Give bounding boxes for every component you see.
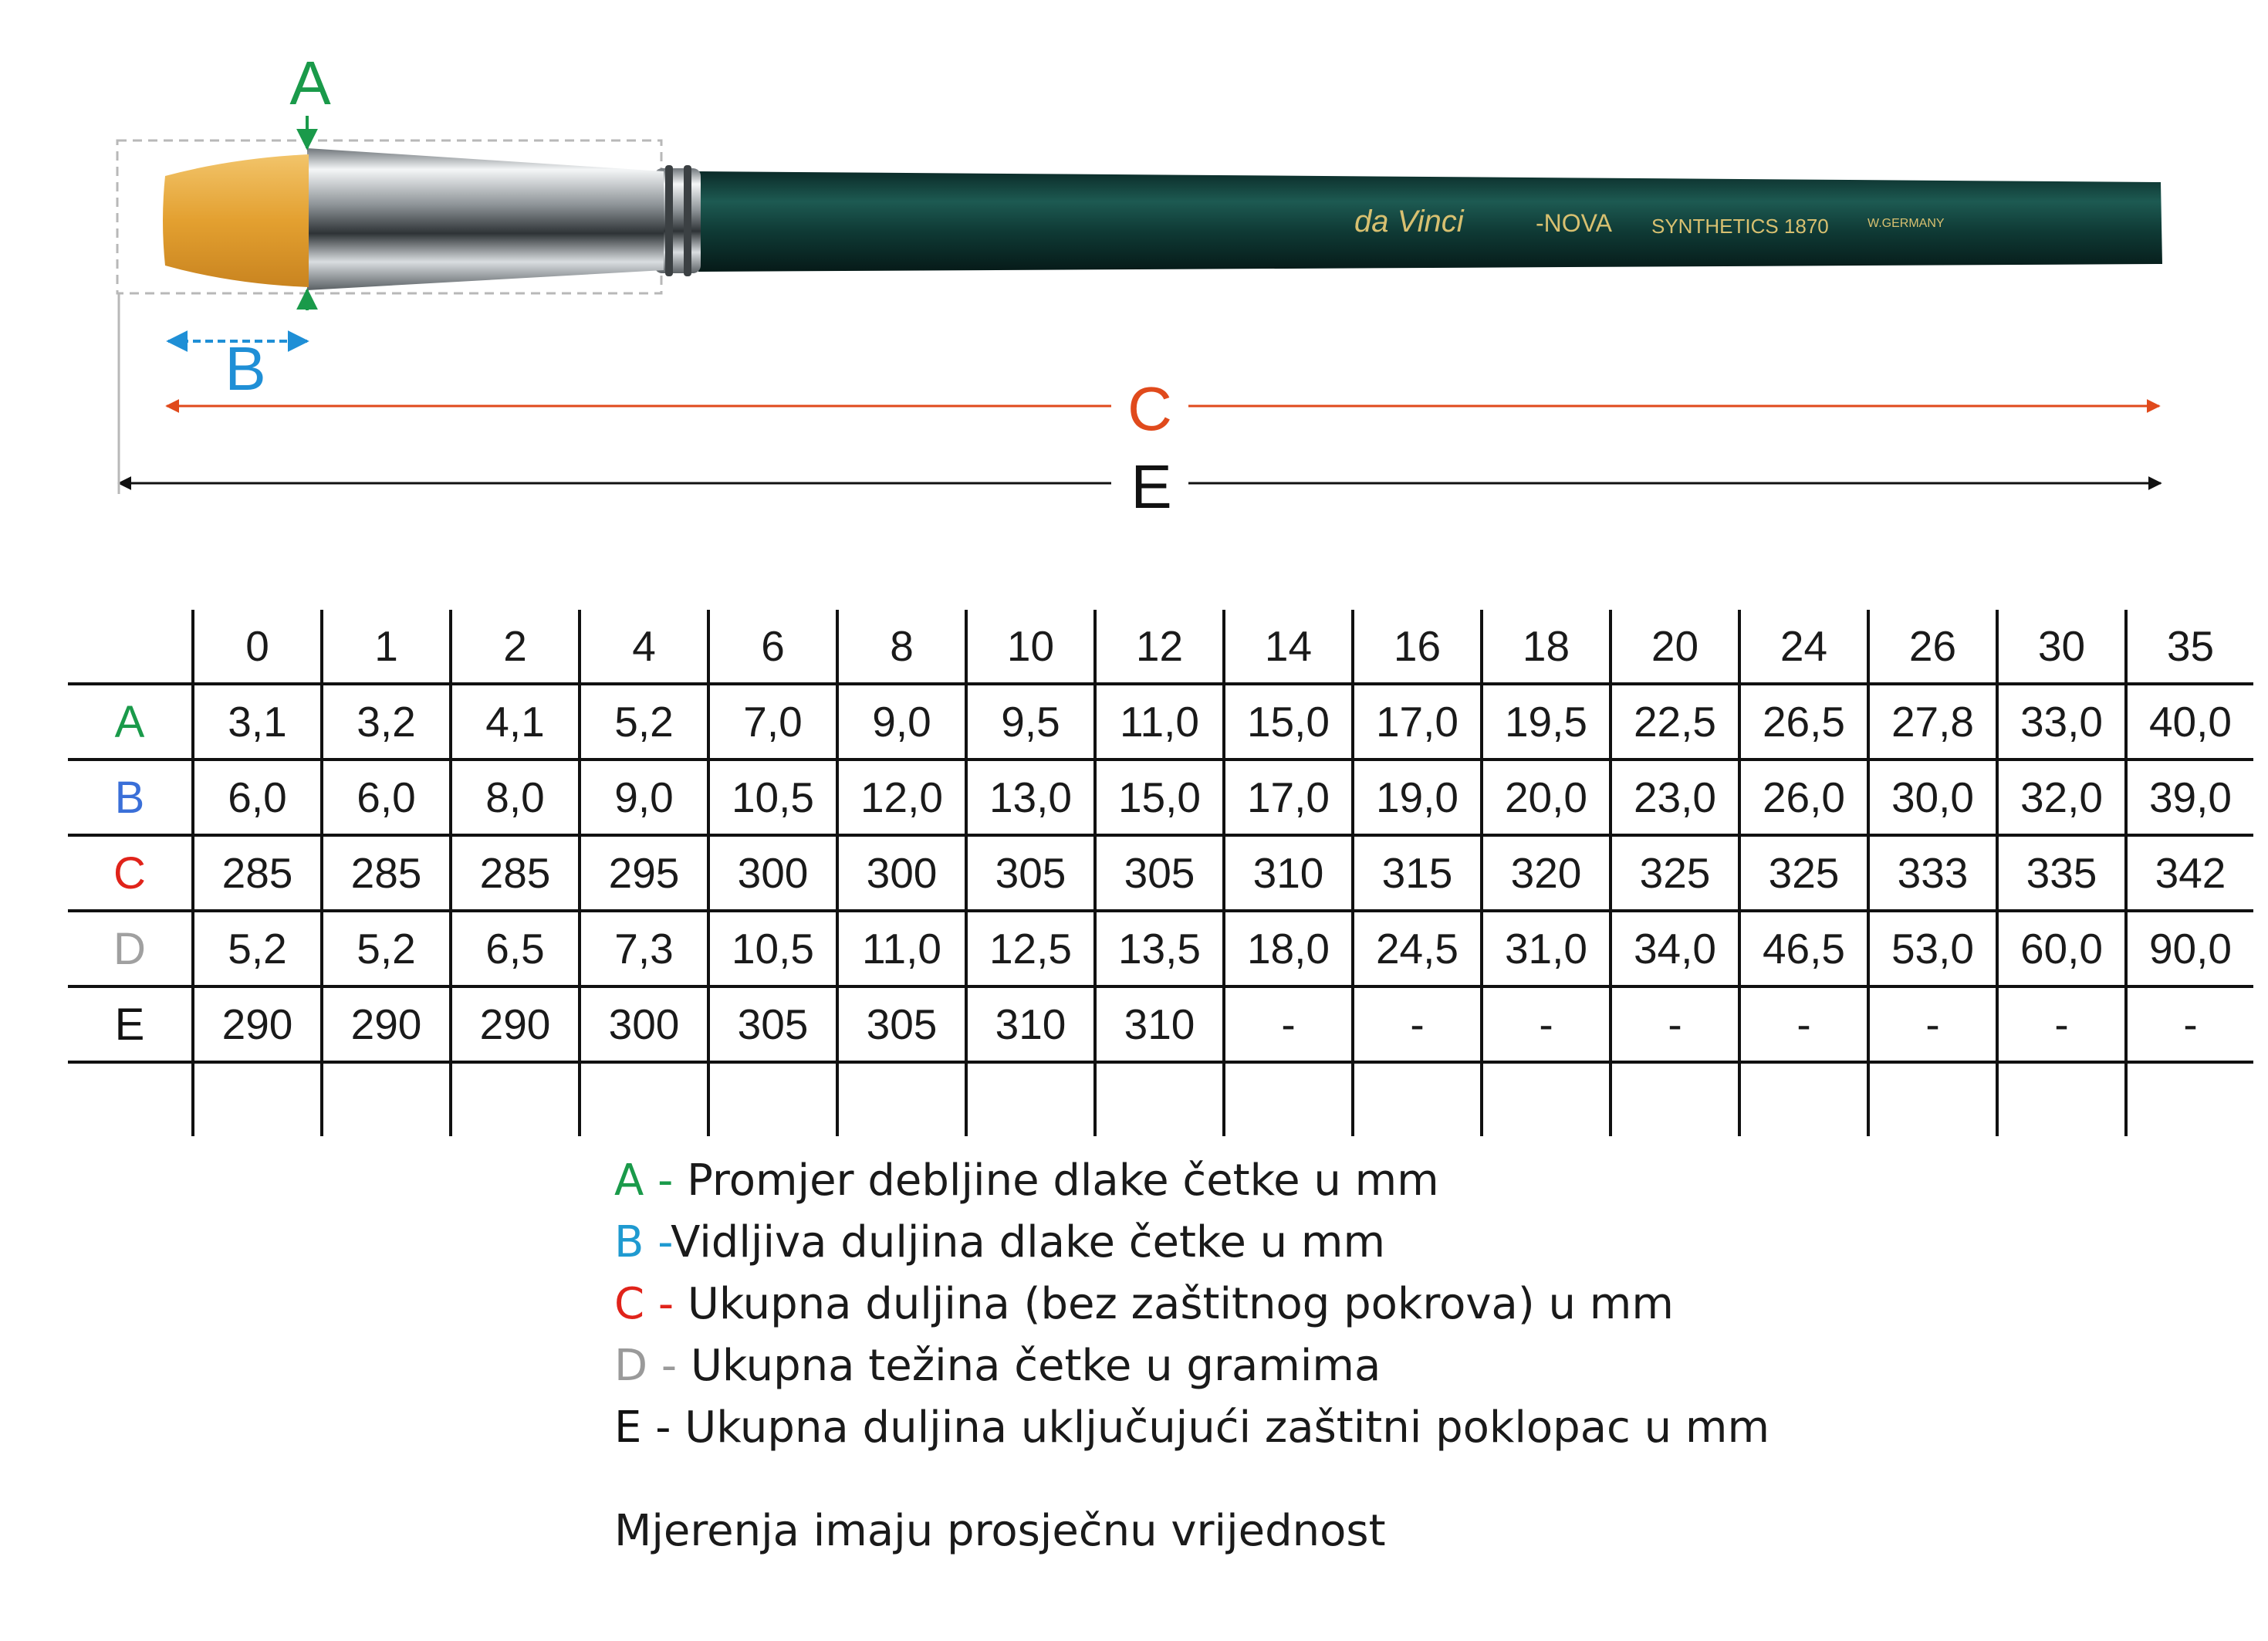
empty-cell: [1611, 1062, 1739, 1136]
table-cell: 9,0: [580, 760, 708, 835]
size-header: 2: [451, 610, 580, 684]
table-cell: 60,0: [1997, 911, 2126, 986]
size-header: 30: [1997, 610, 2126, 684]
table-cell: 24,5: [1353, 911, 1482, 986]
imprint-origin: W.GERMANY: [1867, 217, 1945, 230]
table-empty-row: [68, 1062, 2253, 1136]
legend-item: [614, 1274, 1769, 1335]
table-cell: 26,5: [1739, 684, 1868, 760]
size-header: 18: [1482, 610, 1611, 684]
table-cell: 17,0: [1224, 760, 1353, 835]
table-corner-cell: [68, 610, 193, 684]
table-cell: 325: [1611, 835, 1739, 911]
size-header: 6: [708, 610, 837, 684]
size-table-container: [68, 610, 2253, 1136]
table-cell: 12,5: [966, 911, 1095, 986]
size-header: 0: [193, 610, 322, 684]
table-cell: 3,2: [322, 684, 451, 760]
size-table-body: [68, 684, 2253, 1136]
table-cell: 290: [193, 986, 322, 1062]
size-header: 16: [1353, 610, 1482, 684]
table-cell: 300: [837, 835, 966, 911]
legend-separator: -: [644, 1155, 688, 1206]
row-key: C: [68, 835, 193, 911]
table-cell: 9,0: [837, 684, 966, 760]
imprint-model: -NOVA: [1536, 209, 1612, 237]
size-header: 35: [2126, 610, 2253, 684]
table-cell: 31,0: [1482, 911, 1611, 986]
brush-ferrule: [307, 148, 664, 290]
legend-text: Promjer debljine dlake četke u mm: [687, 1155, 1439, 1206]
legend-separator: -: [644, 1217, 671, 1267]
table-cell: 32,0: [1997, 760, 2126, 835]
table-row: [68, 911, 2253, 986]
table-cell: 33,0: [1997, 684, 2126, 760]
table-cell: 39,0: [2126, 760, 2253, 835]
table-cell: 19,5: [1482, 684, 1611, 760]
empty-cell: [966, 1062, 1095, 1136]
table-cell: 18,0: [1224, 911, 1353, 986]
table-cell: 305: [966, 835, 1095, 911]
empty-cell: [1997, 1062, 2126, 1136]
legend-note: Mjerenja imaju prosječnu vrijednost: [614, 1506, 1386, 1556]
table-cell: 11,0: [1095, 684, 1224, 760]
legend: [614, 1150, 1769, 1562]
table-cell: 22,5: [1611, 684, 1739, 760]
table-cell: 285: [451, 835, 580, 911]
table-cell: 11,0: [837, 911, 966, 986]
empty-cell: [1095, 1062, 1224, 1136]
dimension-e-label: E: [1131, 452, 1172, 521]
table-cell: 335: [1997, 835, 2126, 911]
table-cell: 8,0: [451, 760, 580, 835]
table-cell: 53,0: [1868, 911, 1997, 986]
empty-cell: [580, 1062, 708, 1136]
table-cell: 310: [1224, 835, 1353, 911]
size-header: 26: [1868, 610, 1997, 684]
row-key: E: [68, 986, 193, 1062]
table-cell: 3,1: [193, 684, 322, 760]
table-cell: 12,0: [837, 760, 966, 835]
size-header-row: [68, 610, 2253, 684]
size-header: 8: [837, 610, 966, 684]
table-cell: 342: [2126, 835, 2253, 911]
empty-cell: [2126, 1062, 2253, 1136]
size-header: 14: [1224, 610, 1353, 684]
table-cell: 325: [1739, 835, 1868, 911]
empty-cell: [1868, 1062, 1997, 1136]
size-header: 12: [1095, 610, 1224, 684]
table-cell: 285: [322, 835, 451, 911]
table-cell: -: [1224, 986, 1353, 1062]
legend-separator: -: [644, 1279, 688, 1329]
table-cell: -: [1997, 986, 2126, 1062]
table-cell: 310: [966, 986, 1095, 1062]
legend-text: Ukupna duljina (bez zaštitnog pokrova) u mm: [687, 1279, 1674, 1329]
size-header: 4: [580, 610, 708, 684]
size-header: 1: [322, 610, 451, 684]
table-cell: 315: [1353, 835, 1482, 911]
table-cell: 40,0: [2126, 684, 2253, 760]
table-cell: 90,0: [2126, 911, 2253, 986]
row-key: B: [68, 760, 193, 835]
table-cell: 5,2: [580, 684, 708, 760]
table-cell: 15,0: [1224, 684, 1353, 760]
table-cell: 305: [708, 986, 837, 1062]
table-cell: -: [2126, 986, 2253, 1062]
table-cell: 13,0: [966, 760, 1095, 835]
table-cell: -: [1868, 986, 1997, 1062]
table-row: [68, 684, 2253, 760]
table-cell: 23,0: [1611, 760, 1739, 835]
table-cell: -: [1739, 986, 1868, 1062]
legend-key: B: [614, 1217, 644, 1267]
legend-item: [614, 1150, 1769, 1212]
table-cell: 333: [1868, 835, 1997, 911]
table-cell: 17,0: [1353, 684, 1482, 760]
table-cell: 6,5: [451, 911, 580, 986]
table-cell: 320: [1482, 835, 1611, 911]
table-row: [68, 760, 2253, 835]
table-cell: 19,0: [1353, 760, 1482, 835]
table-cell: 34,0: [1611, 911, 1739, 986]
legend-item: [614, 1335, 1769, 1397]
table-cell: 10,5: [708, 911, 837, 986]
empty-cell: [451, 1062, 580, 1136]
table-cell: 4,1: [451, 684, 580, 760]
empty-cell: [1482, 1062, 1611, 1136]
empty-cell: [1739, 1062, 1868, 1136]
legend-items: [614, 1150, 1769, 1459]
table-cell: 26,0: [1739, 760, 1868, 835]
table-cell: 290: [451, 986, 580, 1062]
size-table: [68, 610, 2253, 1136]
legend-text: Ukupna težina četke u gramima: [690, 1341, 1381, 1391]
table-cell: 10,5: [708, 760, 837, 835]
table-cell: 5,2: [322, 911, 451, 986]
table-cell: -: [1611, 986, 1739, 1062]
table-cell: 7,3: [580, 911, 708, 986]
empty-cell: [708, 1062, 837, 1136]
table-row: [68, 835, 2253, 911]
table-cell: 305: [837, 986, 966, 1062]
table-cell: 15,0: [1095, 760, 1224, 835]
table-row: [68, 986, 2253, 1062]
empty-cell: [1353, 1062, 1482, 1136]
empty-cell: [68, 1062, 193, 1136]
row-key: A: [68, 684, 193, 760]
legend-key: E: [614, 1402, 642, 1453]
table-cell: -: [1353, 986, 1482, 1062]
legend-separator: -: [641, 1402, 685, 1453]
legend-item: [614, 1212, 1769, 1274]
brush-bristles: [163, 154, 309, 287]
table-cell: 20,0: [1482, 760, 1611, 835]
table-cell: 305: [1095, 835, 1224, 911]
size-header: 10: [966, 610, 1095, 684]
table-cell: 27,8: [1868, 684, 1997, 760]
brush-dimension-diagram: [0, 0, 2268, 556]
legend-key: C: [614, 1279, 645, 1329]
table-cell: 30,0: [1868, 760, 1997, 835]
table-cell: 6,0: [193, 760, 322, 835]
dimension-b-label: B: [225, 334, 266, 403]
legend-key: D: [614, 1341, 648, 1391]
dimension-a-label: A: [289, 49, 331, 117]
size-header: 24: [1739, 610, 1868, 684]
empty-cell: [193, 1062, 322, 1136]
row-key: D: [68, 911, 193, 986]
table-cell: 300: [580, 986, 708, 1062]
legend-text: Ukupna duljina uključujući zaštitni poklopac u mm: [684, 1402, 1769, 1453]
imprint-brand: da Vinci: [1354, 205, 1464, 239]
dimension-c-label: C: [1127, 374, 1172, 443]
table-cell: 300: [708, 835, 837, 911]
table-cell: 295: [580, 835, 708, 911]
imprint-line: SYNTHETICS 1870: [1651, 215, 1829, 238]
legend-separator: -: [647, 1341, 691, 1391]
table-cell: -: [1482, 986, 1611, 1062]
table-cell: 46,5: [1739, 911, 1868, 986]
empty-cell: [322, 1062, 451, 1136]
table-cell: 9,5: [966, 684, 1095, 760]
table-cell: 310: [1095, 986, 1224, 1062]
table-cell: 5,2: [193, 911, 322, 986]
table-cell: 285: [193, 835, 322, 911]
table-cell: 7,0: [708, 684, 837, 760]
table-cell: 13,5: [1095, 911, 1224, 986]
legend-text: Vidljiva duljina dlake četke u mm: [671, 1217, 1385, 1267]
empty-cell: [837, 1062, 966, 1136]
size-header: 20: [1611, 610, 1739, 684]
legend-item: [614, 1397, 1769, 1459]
empty-cell: [1224, 1062, 1353, 1136]
legend-key: A: [614, 1155, 644, 1206]
table-cell: 6,0: [322, 760, 451, 835]
table-cell: 290: [322, 986, 451, 1062]
